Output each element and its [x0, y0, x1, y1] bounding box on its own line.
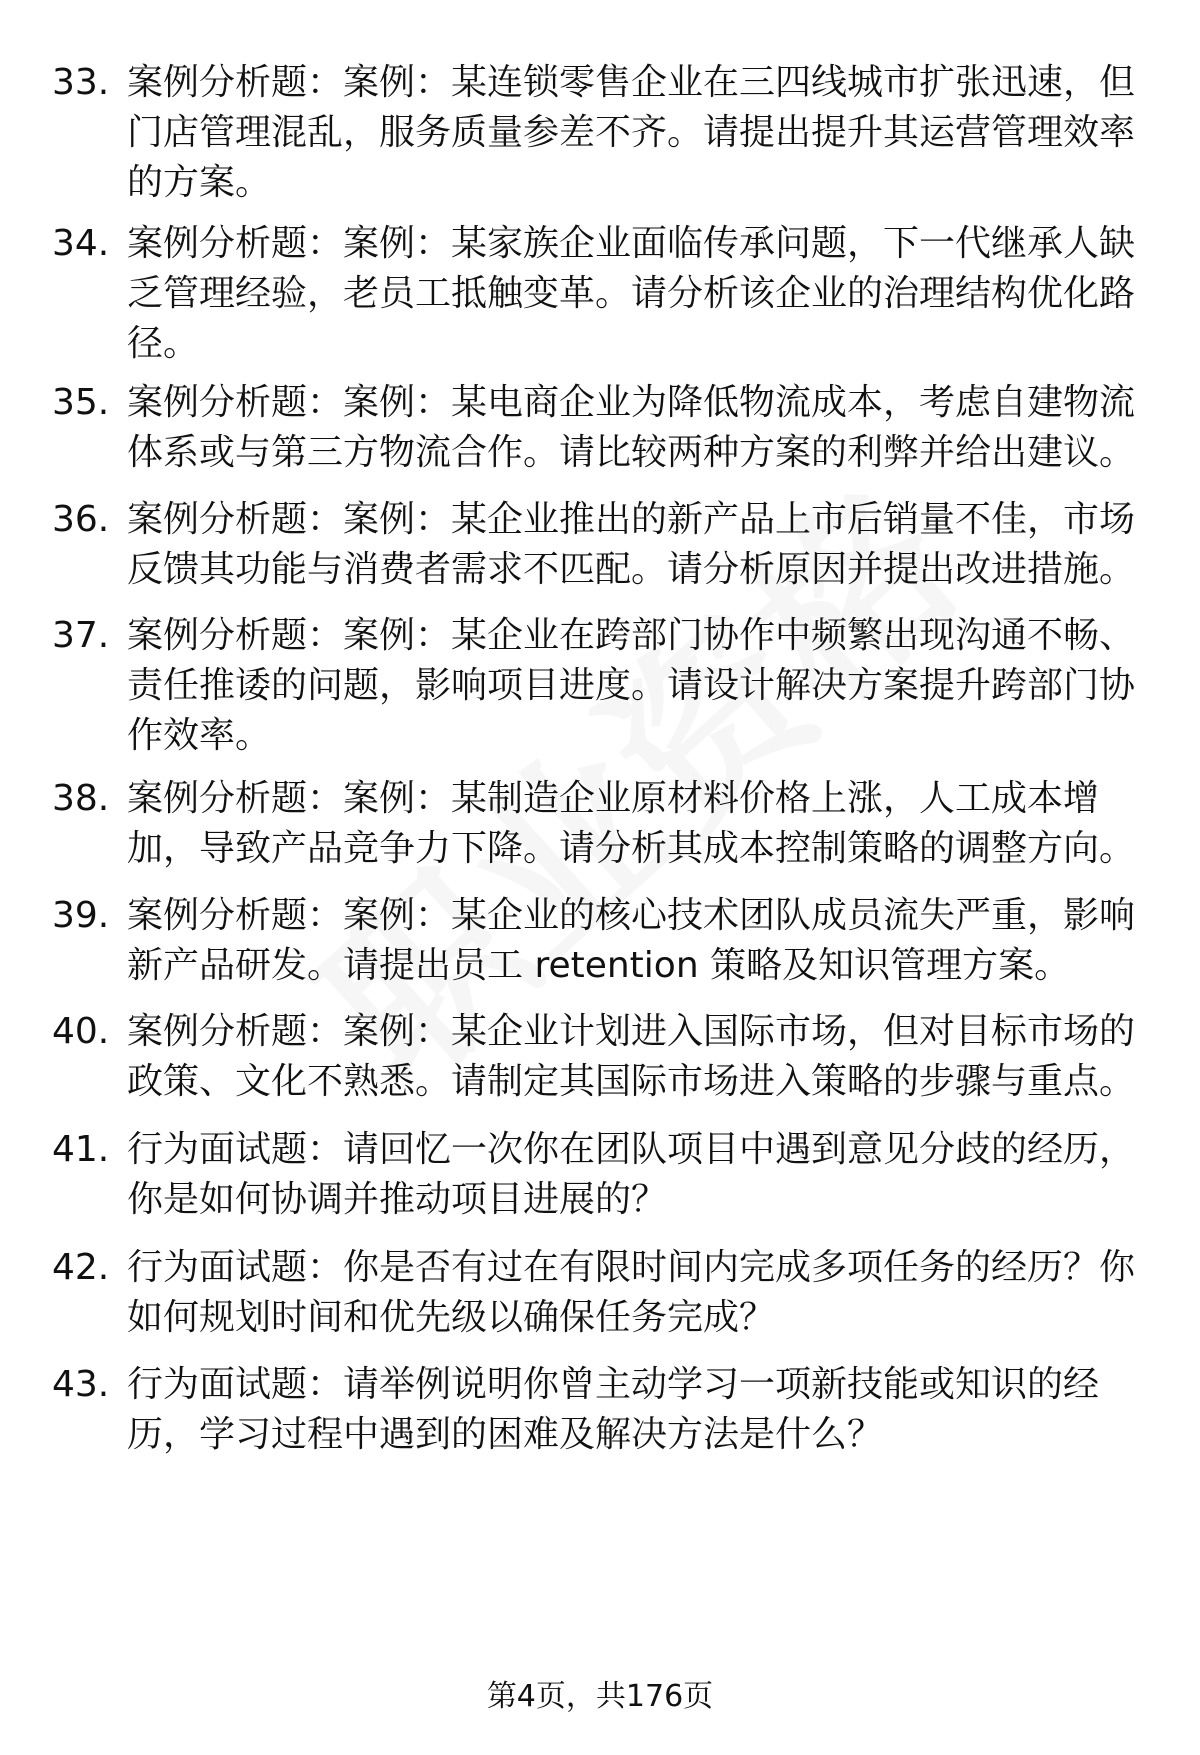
question-number: 37.: [52, 615, 110, 656]
page-footer: 第4页，共176页: [486, 1679, 714, 1714]
question-text: 案例分析题：案例：某连锁零售企业在三四线城市扩张迅速，但门店管理混乱，服务质量参差不齐。请提出提升其运营管理效率的方案。: [127, 62, 1136, 203]
question-text: 行为面试题：请回忆一次你在团队项目中遇到意见分歧的经历，你是如何协调并推动项目进展的？: [127, 1129, 1136, 1220]
question-number: 33.: [52, 62, 110, 103]
question-number: 39.: [52, 895, 110, 936]
question-text: 案例分析题：案例：某企业推出的新产品上市后销量不佳，市场反馈其功能与消费者需求不匹配。请分析原因并提出改进措施。: [127, 499, 1136, 590]
question-number: 36.: [52, 499, 110, 540]
question-text: 行为面试题：你是否有过在有限时间内完成多项任务的经历？你如何规划时间和优先级以确保任务完成？: [127, 1247, 1136, 1338]
question-text: 案例分析题：案例：某电商企业为降低物流成本，考虑自建物流体系或与第三方物流合作。请比较两种方案的利弊并给出建议。: [127, 382, 1136, 473]
question-text: 案例分析题：案例：某企业的核心技术团队成员流失严重，影响新产品研发。请提出员工 retention 策略及知识管理方案。: [127, 895, 1136, 986]
question-text: 案例分析题：案例：某企业计划进入国际市场，但对目标市场的政策、文化不熟悉。请制定其国际市场进入策略的步骤与重点。: [127, 1011, 1136, 1102]
question-text: 案例分析题：案例：某家族企业面临传承问题，下一代继承人缺乏管理经验，老员工抵触变革。请分析该企业的治理结构优化路径。: [127, 223, 1136, 364]
question-text: 案例分析题：案例：某企业在跨部门协作中频繁出现沟通不畅、责任推诿的问题，影响项目进度。请设计解决方案提升跨部门协作效率。: [127, 615, 1136, 756]
question-text: 行为面试题：请举例说明你曾主动学习一项新技能或知识的经历，学习过程中遇到的困难及解决方法是什么？: [127, 1364, 1100, 1455]
question-number: 38.: [52, 778, 110, 819]
question-text: 案例分析题：案例：某制造企业原材料价格上涨，人工成本增加，导致产品竞争力下降。请分析其成本控制策略的调整方向。: [127, 778, 1136, 869]
question-number: 42.: [52, 1247, 110, 1288]
question-number: 41.: [52, 1129, 110, 1170]
question-number: 43.: [52, 1364, 110, 1405]
question-number: 35.: [52, 382, 110, 423]
question-number: 40.: [52, 1011, 110, 1052]
question-number: 34.: [52, 223, 110, 264]
